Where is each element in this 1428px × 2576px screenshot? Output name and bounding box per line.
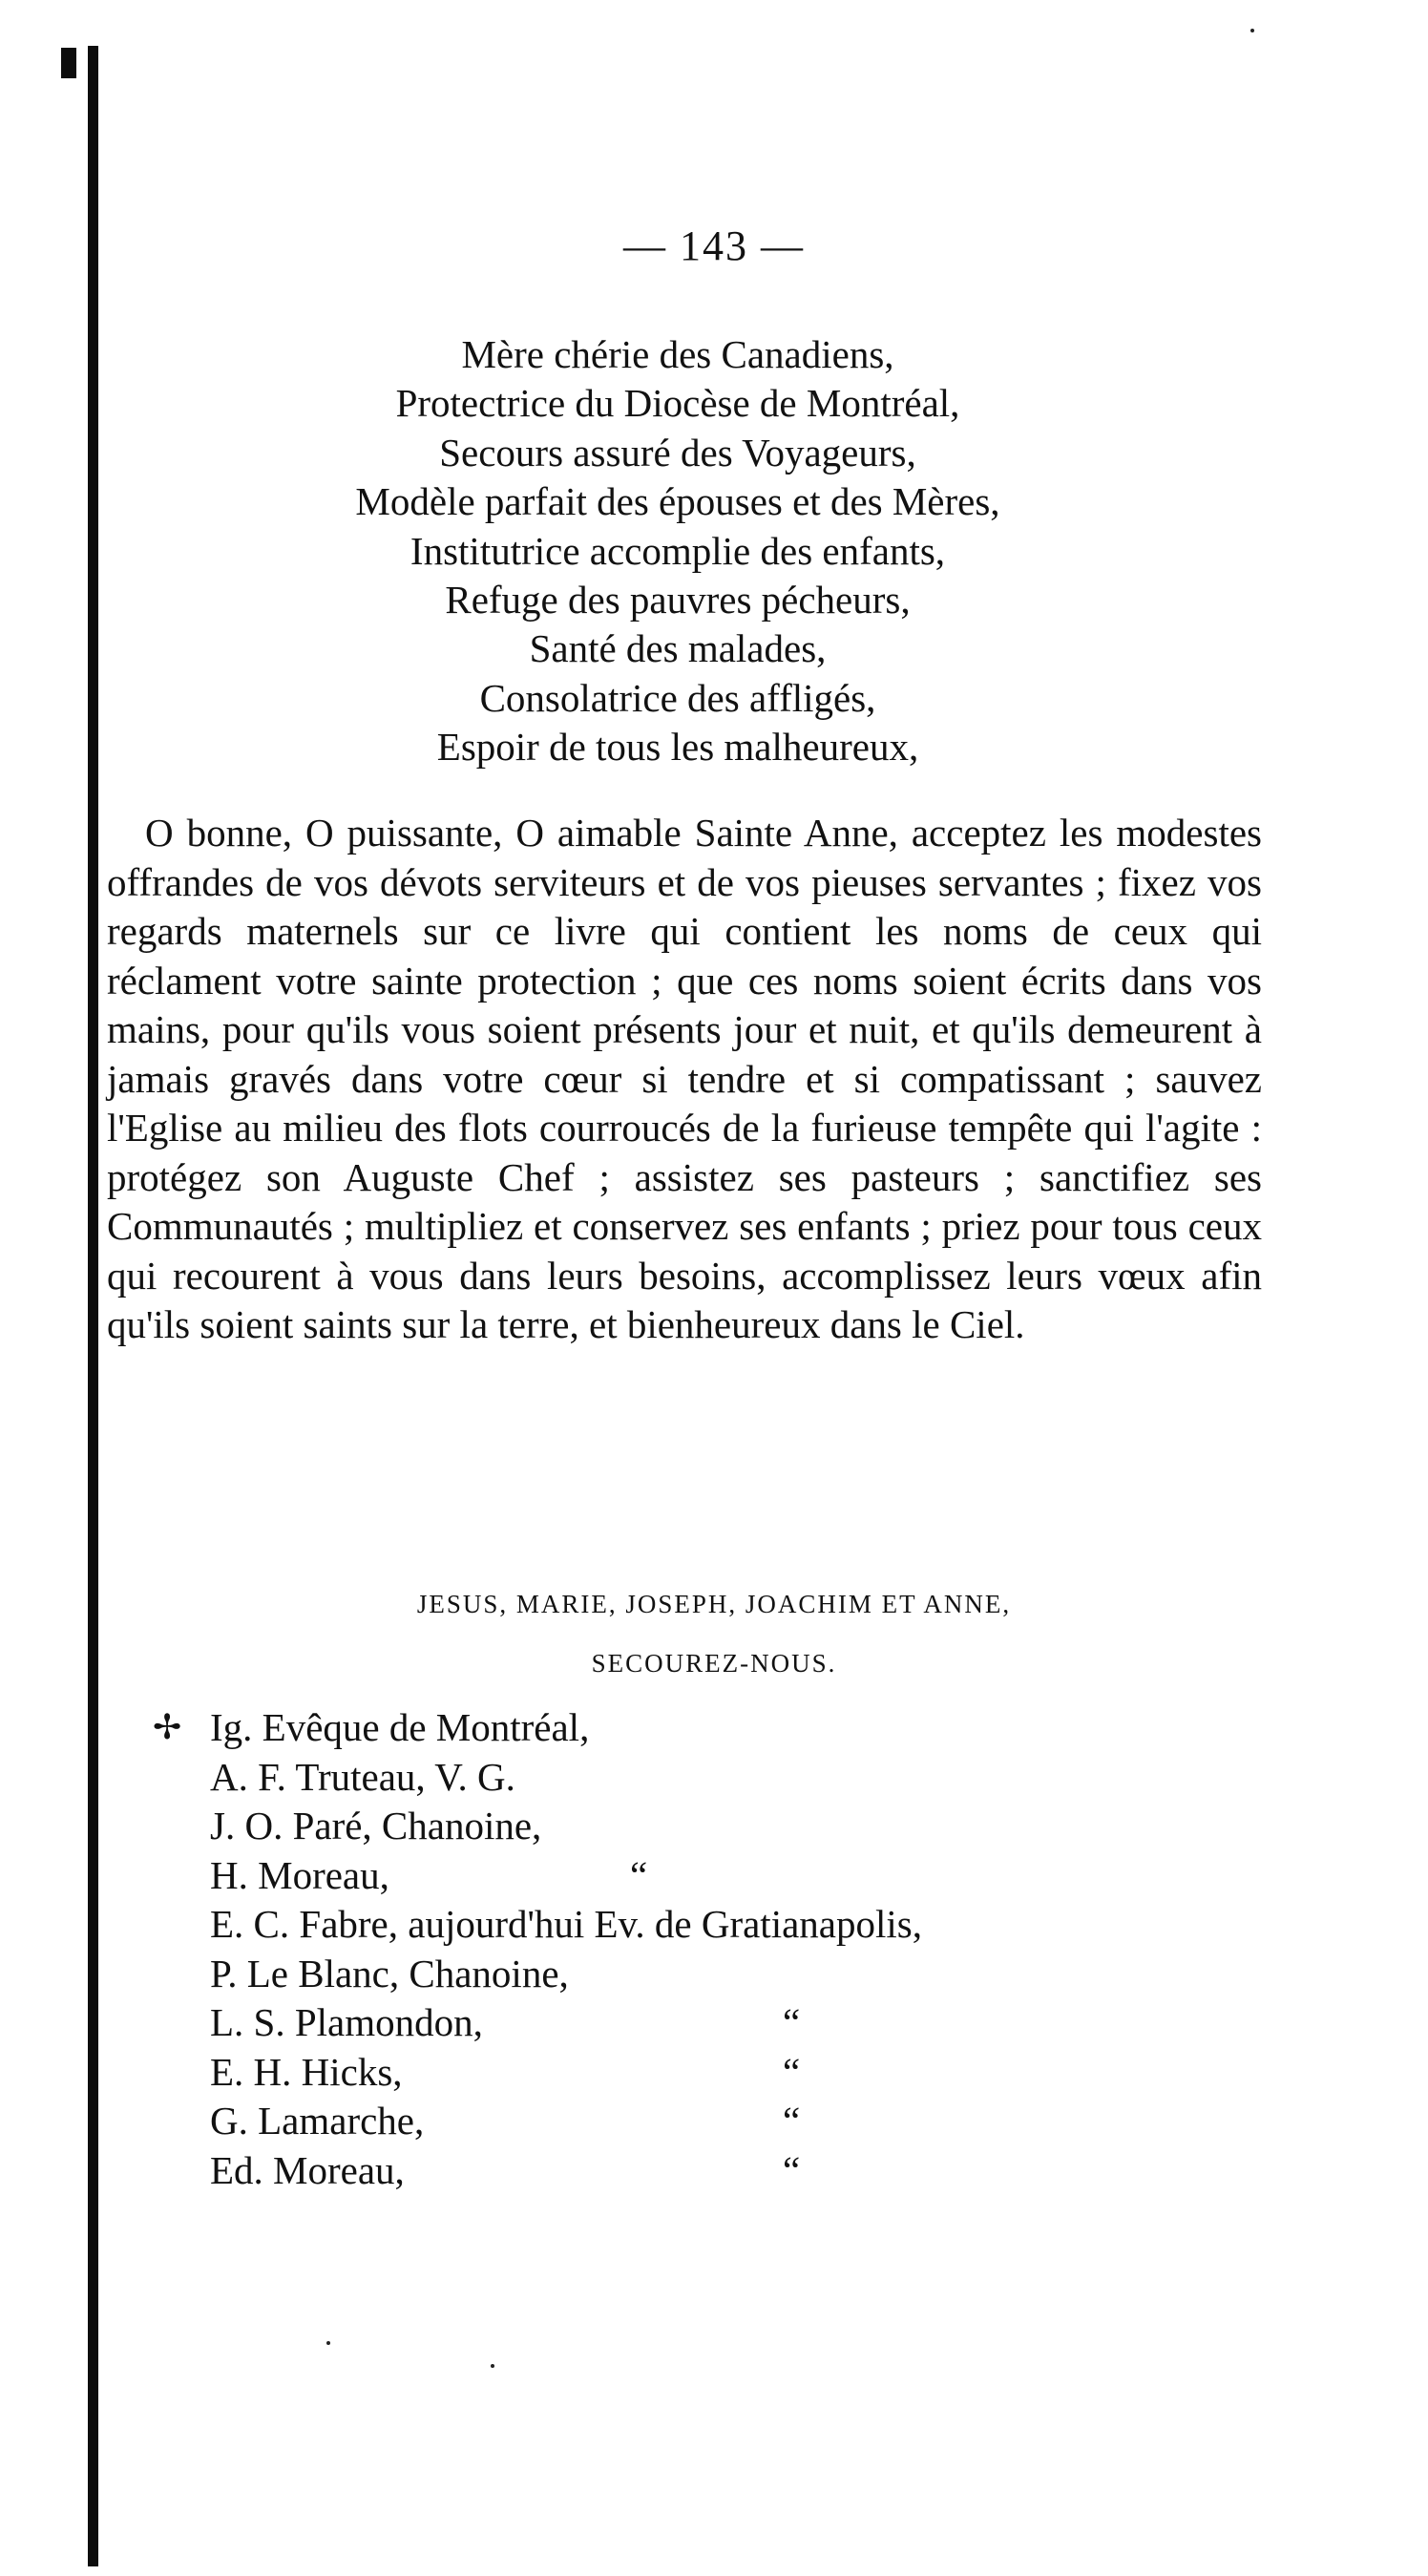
ink-speck	[491, 2364, 494, 2368]
litany-line: Consolatrice des affligés,	[479, 675, 876, 720]
litany-line: Modèle parfait des épouses et des Mères,	[355, 479, 1000, 524]
page-edge-mark	[61, 48, 76, 78]
ditto-mark: “	[783, 2049, 801, 2094]
ditto-mark: “	[783, 2000, 801, 2044]
litany-line: Espoir de tous les malheureux,	[436, 725, 919, 770]
litany-line: Santé des malades,	[529, 626, 827, 671]
signatory-name: G. Lamarche,	[210, 2099, 425, 2143]
signatory-row	[153, 1900, 1355, 1950]
invocation-line: JESUS, MARIE, JOSEPH, JOACHIM ET ANNE,	[416, 1590, 1012, 1618]
signatory-row	[153, 2146, 1355, 2196]
litany	[220, 330, 1136, 772]
signatory-name: Ed. Moreau,	[210, 2147, 405, 2192]
signatory-row	[153, 2097, 1355, 2146]
litany-line: Institutrice accomplie des enfants,	[410, 528, 946, 573]
ink-speck	[326, 2341, 330, 2345]
ditto-mark: “	[630, 1852, 648, 1897]
litany-line: Refuge des pauvres pécheurs,	[445, 578, 911, 623]
cross-icon: ✢	[153, 1708, 182, 1746]
signatories-list	[153, 1703, 1355, 2195]
page-number: — 143 —	[623, 222, 805, 269]
signatory-row	[153, 1753, 1355, 1803]
litany-line: Secours assuré des Voyageurs,	[439, 430, 916, 475]
prayer-paragraph: O bonne, O puissante, O aimable Sainte Anne, acceptez les modestes offrandes de vos dévots serviteurs et de vos pieuses servantes ; fixez vos regards maternels sur ce livre qui contient les noms de ceux qui réclament votre sainte protection ; que ces noms soient écrits dans vos mains, pour qu'ils vous soient présents jour et nuit, et qu'ils demeurent à jamais gravés dans votre cœur si tendre et si compatissant ; sauvez l'Eglise au milieu des flots courroucés de la furieuse tempête qui l'agite : protégez son Auguste Chef ; assistez ses pasteurs ; sanctifiez ses Communautés ; multipliez et conservez ses enfants ; priez pour tous ceux qui recourent à vous dans leurs besoins, accomplissez leurs vœux afin qu'ils soient saints sur la terre, et bienheureux dans le Ciel.	[107, 811, 1262, 1346]
signatory-name: P. Le Blanc, Chanoine,	[210, 1951, 569, 1995]
signatory-row	[153, 1802, 1355, 1851]
signatory-name: A. F. Truteau, V. G.	[210, 1754, 515, 1799]
signatory-name: Ig. Evêque de Montréal,	[210, 1705, 590, 1749]
signatory-row	[153, 1851, 1355, 1901]
ink-speck	[1250, 29, 1254, 32]
signatory-name: E. C. Fabre, aujourd'hui Ev. de Gratianapolis,	[210, 1902, 922, 1946]
signatory-name: J. O. Paré, Chanoine,	[210, 1804, 542, 1848]
signatory-name: E. H. Hicks,	[210, 2049, 403, 2094]
signatory-name: L. S. Plamondon,	[210, 2000, 483, 2044]
litany-line: Protectrice du Diocèse de Montréal,	[395, 381, 960, 426]
ditto-mark: “	[783, 2147, 801, 2192]
signatory-row	[153, 1950, 1355, 1999]
ditto-mark: “	[783, 2099, 801, 2143]
invocation-line: SECOUREZ-NOUS.	[591, 1649, 837, 1678]
signatory-row	[153, 1703, 1355, 1753]
signatory-row	[153, 1998, 1355, 2048]
signatory-row	[153, 2048, 1355, 2098]
litany-line: Mère chérie des Canadiens,	[461, 332, 894, 376]
page-edge-bar	[88, 46, 98, 2566]
signatory-name: H. Moreau,	[210, 1852, 389, 1897]
